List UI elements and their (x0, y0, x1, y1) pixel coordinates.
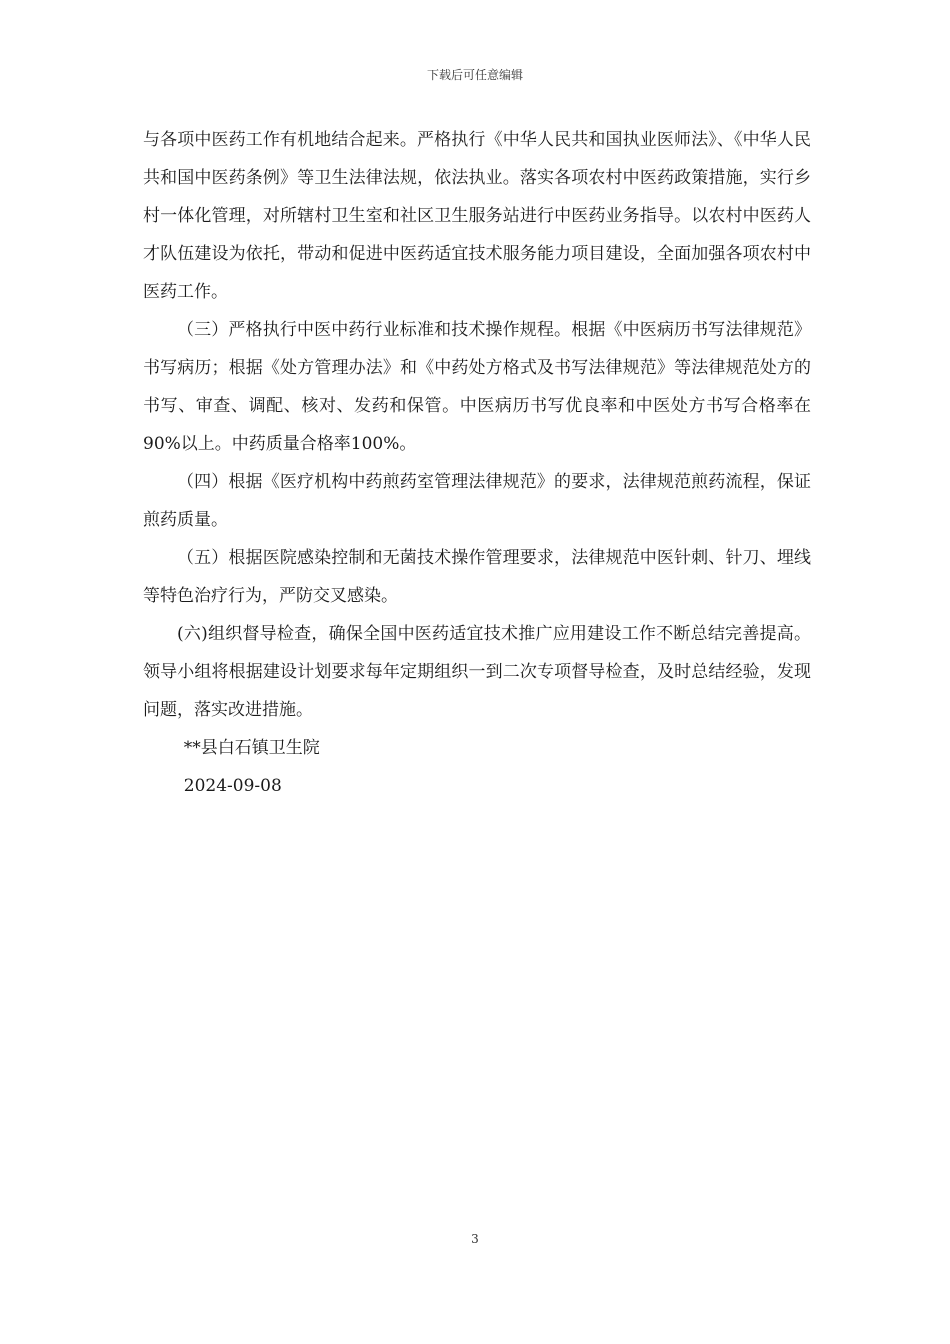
paragraph-continuation: 与各项中医药工作有机地结合起来。严格执行《中华人民共和国执业医师法》、《中华人民共和国中医药条例》等卫生法律法规，依法执业。落实各项农村中医药政策措施，实行乡村一体化管理，对所辖村卫生室和社区卫生服务站进行中医药业务指导。以农村中医药人才队伍建设为依托，带动和促进中医药适宜技术服务能力项目建设，全面加强各项农村中医药工作。 (143, 130, 811, 302)
signature-date: 2024-09-08 (183, 776, 282, 796)
paragraph-section-6: (六)组织督导检查，确保全国中医药适宜技术推广应用建设工作不断总结完善提高。领导小组将根据建设计划要求每年定期组织一到二次专项督导检查，及时总结经验，发现问题，落实改进措施。 (143, 624, 811, 720)
document-body (143, 121, 811, 805)
signature-organization: **县白石镇卫生院 (183, 738, 320, 758)
paragraph-section-5: （五）根据医院感染控制和无菌技术操作管理要求，法律规范中医针刺、针刀、埋线等特色治疗行为，严防交叉感染。 (143, 548, 811, 606)
paragraph-section-4: （四）根据《医疗机构中药煎药室管理法律规范》的要求，法律规范煎药流程，保证煎药质量。 (143, 472, 811, 530)
paragraph-section-3: （三）严格执行中医中药行业标准和技术操作规程。根据《中医病历书写法律规范》书写病历；根据《处方管理办法》和《中药处方格式及书写法律规范》等法律规范处方的书写、审查、调配、核对、发药和保管。中医病历书写优良率和中医处方书写合格率在90%以上。中药质量合格率100%。 (143, 320, 811, 454)
page-header: 下载后可任意编辑 (426, 68, 523, 82)
page-number: 3 (471, 1232, 479, 1246)
